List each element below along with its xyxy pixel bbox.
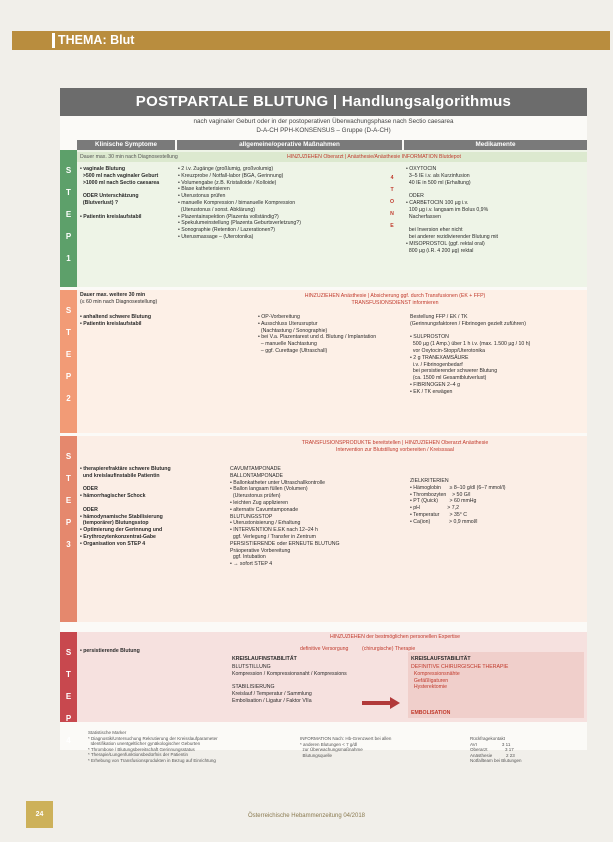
step-4-col-b: DEFINITIVE CHIRURGISCHE THERAPIE Kompressionsnähte Gefäßligaturen Hysterektomie — [411, 664, 509, 691]
step-1-medication: • OXYTOCIN 3–5 IE i.v. als Kurzinfusion 40 IE in 500 ml (Erhaltung) ODER • CARBETOCIN 100 µg i.v. 100 µg i.v. langsam im Bolus 0,9% Nacherfassen bei Inversion eher nicht bei anderer rezidivierender Blutung mit • MISOPROSTOL (ggf. rektal oral) 800 µg (i.R. 4 200 µg) rektal — [406, 166, 498, 254]
legend-information: INFORMATION Nach: Hb-Grenzwert bei allen * anderen Blutungen < 7 g/dl zur Überwachungsmaßnahme Blutungsquelle — [300, 736, 392, 758]
step-1-measures: • 2 i.v. Zugänge (großlumig, großvolumig) • Kreuzprobe / Notfall-labor (BGA, Gerinnung) • Volumengabe (z.B. Kristalloide / Kolloide) • Blase katheterisieren • Uterustonus prüfen • manuelle Kompression / bimanuelle Kompression (Uterustonus / sonst. Abklärung) • Plazentainspektion (Plazenta vollständig?) • Spekulumeinstellung (Plazenta Geburtsverletzung?) • Sonographie (Retention / Lazerationen?) • Uterusmassage – (Uterotonika) — [178, 166, 301, 240]
subtitle-consensus: D-A-CH PPH-KONSENSUS – Gruppe (D-A-CH) — [256, 127, 391, 134]
step-3-target-criteria: ZIELKRITERIEN • Hämoglobin ≥ 8–10 g/dl (6–7 mmol/l) • Thrombozyten > 50 G/l • PT (Quick) > 60 mmHg • pH > 7,2 • Temperatur > 35° C • Ca(ion) > 0,9 mmol/l — [410, 478, 506, 525]
column-symptoms: Klinische Symptome — [77, 140, 175, 150]
legend-markers: Statistische Marker * Diagnostik/Untersuchung Rekrutierung der Kreisslaufparameter Identifikation unentgeltlicher gynäkologischer Geburten * Thrombose / Blutungsbereitschaft Gerinnungsstatus * Therapie/Lungenfunktionsbedürfnis der Patientin * Erhebung von Transfusionsprodukten in Bezug auf Einrichtung — [88, 730, 218, 763]
step-2-band-info: HINZUZIEHEN Anästhesie | Absicherung ggf. durch Transfusionen (EK + FFP) — [304, 293, 486, 299]
step-4-col-a: BLUTSTILLUNG Kompression / Kompressionsnaht / Kompressions STABILISIERUNG Kreislauf / Temperatur / Sammlung Embolisation / Ligatur / Faktor VIIa — [232, 664, 347, 704]
step-4-col-a-title: KREISLAUFINSTABILITÄT — [232, 656, 297, 662]
step-3-measures: CAVUMTAMPONADE BALLONTAMPONADE • Ballonkatheter unter Ultraschallkontrolle • Ballon langsam füllen (Volumen) (Uterustonus prüfen) • leichten Zug applizieren • alternativ Cavumtamponade BLUTUNGSSTOP • Uterustonisierung / Erhaltung • INTERVENTION E.EK nach 12–24 h ggf. Verlegung / Transfer in Zentrum PERSISTIERENDE oder ERNEUTE BLUTUNG Präoperative Vorbereitung ggf. Intubation • → sofort STEP 4 — [230, 466, 340, 568]
step-4-band-info: HINZUZIEHEN der bestmöglichen personellen Expertise — [329, 634, 461, 640]
step-3-marker: S T E P 3 — [60, 436, 77, 622]
arrow-right-icon — [362, 695, 402, 711]
step-1-tone-letters: 4 T O N E — [390, 175, 395, 229]
step-2-symptoms: • anhaltend schwere Blutung • Patientin kreislaufstabil — [80, 314, 151, 327]
step-2-band-info2: TRANSFUSIONSDIENST informieren — [351, 300, 439, 306]
step-4-surgical-therapy: (chirurgische) Therapie — [362, 646, 416, 652]
section-header — [12, 31, 610, 50]
step-4-symptoms: • persistierende Blutung — [80, 648, 140, 654]
step-1-marker: S T E P 1 — [60, 150, 77, 287]
step-1-band: Dauer max. 30 min nach Diagnosestellung HINZUZIEHEN Oberarzt | Anästhesie/Anästhesie INFORMATION Blutdepot — [77, 152, 587, 162]
step-2-measures: • OP-Vorbereitung • Ausschluss Uterusruptur (Nachtastung / Sonographie) • bei V.a. Plazentarest und d. Blutung / Implantation – manuelle Nachtastung – ggf. Curettage (Ultraschall) — [258, 314, 377, 354]
section-title: THEMA: Blut — [58, 33, 135, 47]
step-2-medication: Bestellung FFP / EK / TK (Gerinnungsfaktoren / Fibrinogen gezielt zuführen) • SULPROSTON 500 µg (1 Amp.) über 1 h i.v. (max. 1.500 µg / 10 h) vor Oxytocin-Stopp/Uterotonika • 2 g TRANEXAMSÄURE i.v. / Fibrinogenbedarf bei persistierender schwerer Blutung (ca. 1500 ml Gesamtblutverlust) • FIBRINOGEN 2–4 g • EK / TK erwägen — [410, 314, 531, 395]
main-title: POSTPARTALE BLUTUNG | Handlungsalgorithmus — [60, 88, 587, 116]
column-medication: Medikamente — [404, 140, 587, 150]
step-4-embolisation: EMBOLISATION — [411, 710, 451, 716]
footer-journal: Österreichische Hebammenzeitung 04/2018 — [247, 813, 366, 819]
step-3-band-info: TRANSFUSIONSPRODUKTE bereitstellen | HINZUZIEHEN Oberarzt Anästhesie — [301, 440, 489, 446]
step-2-duration-total: (≤ 60 min nach Diagnosestellung) — [80, 299, 158, 305]
step-4-marker: S T E P 4 — [60, 632, 77, 722]
subtitle: nach vaginaler Geburt oder in der postoperativen Überwachungsphase nach Sectio caesarea — [193, 118, 454, 125]
step-2-marker: S T E P 2 — [60, 290, 77, 433]
step-3-symptoms: • therapierefraktäre schwere Blutung und kreislaufinstabile Patientin ODER • hämorrhagischer Schock ODER • hämodynamische Stabilisierung (temporärer) Blutungsstop • Optimierung der Gerinnung und • Erythrozytenkonzentrat-Gabe • Organisation von STEP 4 — [80, 466, 171, 547]
step-1-symptoms: • vaginale Blutung >500 ml nach vaginaler Geburt >1000 ml nach Sectio caesarea ODER Unterschätzung (Blutverlust) ? • Patientin kreislaufstabil — [80, 166, 160, 220]
step-4-col-b-title: KREISLAUFSTABILITÄT — [411, 656, 471, 662]
step-2-duration: Dauer max. weitere 30 min — [80, 292, 146, 298]
column-measures: allgemeine/operative Maßnahmen — [177, 140, 402, 150]
step-4-definitive-care: definitive Versorgung — [300, 646, 349, 652]
legend-contacts: Rückfragekontakt AVI 3 11 Oberarzt 3 17 Anästhesie 2 23 Notfallteam bei Blutungen — [470, 736, 522, 764]
page-number: 24 — [26, 801, 53, 828]
step-3-band-info2: Intervention zur Blutstillung vorbereiten / Kreisssaal — [336, 447, 454, 453]
